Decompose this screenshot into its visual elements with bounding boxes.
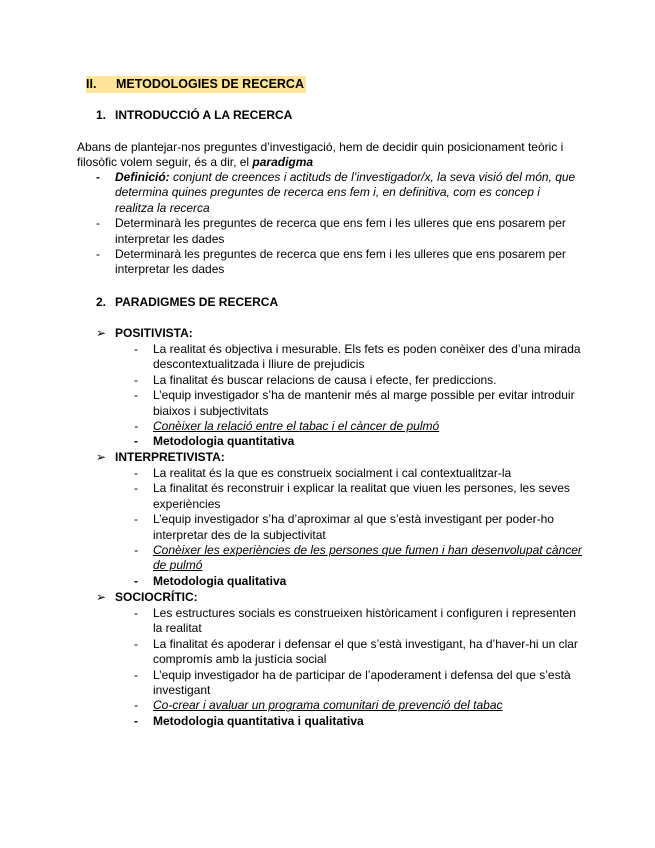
chapter-title: METODOLOGIES DE RECERCA <box>116 77 304 91</box>
list-item <box>134 606 584 637</box>
paradigm-list-positivista <box>134 342 584 450</box>
list-item <box>134 466 584 481</box>
section-title: INTRODUCCIÓ A LA RECERCA <box>115 108 293 122</box>
arrow-marker: ➢ <box>96 450 107 464</box>
list-item-text: La realitat és la que es construeix socialment i cal contextualitzar-la <box>153 466 512 480</box>
list-item-example <box>134 543 584 574</box>
list-item <box>96 216 576 247</box>
paradigm-name: POSITIVISTA: <box>115 326 193 340</box>
paradigm-heading-interpretivista <box>96 450 225 465</box>
chapter-heading <box>86 76 306 93</box>
list-item-example <box>134 419 584 434</box>
list-item-text: L’equip investigador s’ha d’aproximar al que s’està investigant per poder-ho interpretar des de la subjectivitat <box>153 512 554 542</box>
intro-paragraph <box>77 140 577 171</box>
paradigm-heading-positivista <box>96 326 193 341</box>
paradigm-list-interpretivista <box>134 466 584 589</box>
dash-marker: - <box>134 636 138 651</box>
intro-text: Abans de plantejar-nos preguntes d’investigació, hem de decidir quin posicionament teòric i filosòfic volem seguir, és a dir, el <box>77 140 564 170</box>
paradigm-heading-sociocritic <box>96 590 198 605</box>
example-text: Co-crear i avaluar un programa comunitari de prevenció del tabac <box>153 698 503 713</box>
section-number: 2. <box>96 295 107 309</box>
dash-marker: - <box>134 466 138 480</box>
intro-emphasis: paradigma <box>252 155 314 170</box>
arrow-marker: ➢ <box>96 326 107 340</box>
section-title: PARADIGMES DE RECERCA <box>115 295 279 309</box>
dash-marker: - <box>134 573 138 588</box>
list-item-text: Les estructures socials es construeixen històricament i configuren i representen la realitat <box>153 606 576 636</box>
list-item <box>134 388 584 419</box>
list-item-text: La realitat és objectiva i mesurable. Els fets es poden conèixer des d’una mirada descontextualitzada i lliure de prejudicis <box>153 342 581 372</box>
dash-marker: - <box>134 667 138 682</box>
method-text: Metodologia quantitativa <box>153 434 295 449</box>
dash-marker: - <box>96 247 100 262</box>
list-item-text: La finalitat és apoderar i defensar el que s’està investigant, ha d’haver-hi un clar compromís amb la justícia social <box>153 636 578 667</box>
section-heading-2 <box>96 295 278 310</box>
list-item <box>96 170 576 216</box>
list-item <box>134 342 584 373</box>
intro-list <box>96 170 576 278</box>
list-item <box>134 481 584 512</box>
list-item-text: Determinarà les preguntes de recerca que ens fem i les ulleres que ens posarem per interpretar les dades <box>115 247 566 277</box>
dash-marker: - <box>134 481 138 496</box>
dash-marker: - <box>134 434 138 449</box>
list-item-example <box>134 698 584 713</box>
arrow-marker: ➢ <box>96 590 107 604</box>
section-number: 1. <box>96 108 107 122</box>
dash-marker: - <box>134 713 138 728</box>
dash-marker: - <box>134 512 138 527</box>
dash-marker: - <box>134 543 138 558</box>
paradigm-name: INTERPRETIVISTA: <box>115 450 225 464</box>
list-item <box>134 637 584 668</box>
chapter-number: II. <box>86 77 97 91</box>
list-item <box>96 247 576 278</box>
section-heading-1 <box>96 108 292 123</box>
dash-marker: - <box>134 419 138 434</box>
definition-label: Definició: <box>115 170 170 184</box>
dash-marker: - <box>96 170 100 184</box>
list-item-method <box>134 714 584 729</box>
dash-marker: - <box>134 698 138 713</box>
definition-text: conjunt de creences i actituds de l’investigador/x, la seva visió del món, que determina quines preguntes de recerca ens fem i, en definitiva, com es concep i realitza la recerca <box>115 170 576 215</box>
method-text: Metodologia quantitativa i qualitativa <box>153 713 364 728</box>
dash-marker: - <box>134 388 138 403</box>
list-item <box>134 373 584 388</box>
dash-marker: - <box>134 342 138 356</box>
list-item-text: L’equip investigador s’ha de mantenir més al marge possible per evitar introduir biaixos i subjectivitats <box>153 388 575 418</box>
dash-marker: - <box>96 216 100 231</box>
list-item <box>134 668 584 699</box>
dash-marker: - <box>134 372 138 387</box>
list-item <box>134 512 584 543</box>
list-item-text: La finalitat és buscar relacions de causa i efecte, fer prediccions. <box>153 372 497 387</box>
list-item-text: L’equip investigador ha de participar de l’apoderament i defensa del que s’està investigant <box>153 667 571 698</box>
list-item-method <box>134 574 584 589</box>
list-item-method <box>134 434 584 449</box>
example-text: Conèixer la relació entre el tabac i el càncer de pulmó <box>153 419 440 434</box>
paradigm-name: SOCIOCRÍTIC: <box>115 590 198 604</box>
example-text: Conèixer les experiències de les persones que fumen i han desenvolupat càncer de pulmó <box>153 543 582 573</box>
list-item-text: La finalitat és reconstruir i explicar la realitat que viuen les persones, les seves experiències <box>153 481 570 511</box>
paradigm-list-sociocritic <box>134 606 584 729</box>
list-item-text: Determinarà les preguntes de recerca que ens fem i les ulleres que ens posarem per interpretar les dades <box>115 216 566 246</box>
dash-marker: - <box>134 606 138 620</box>
method-text: Metodologia qualitativa <box>153 573 287 588</box>
